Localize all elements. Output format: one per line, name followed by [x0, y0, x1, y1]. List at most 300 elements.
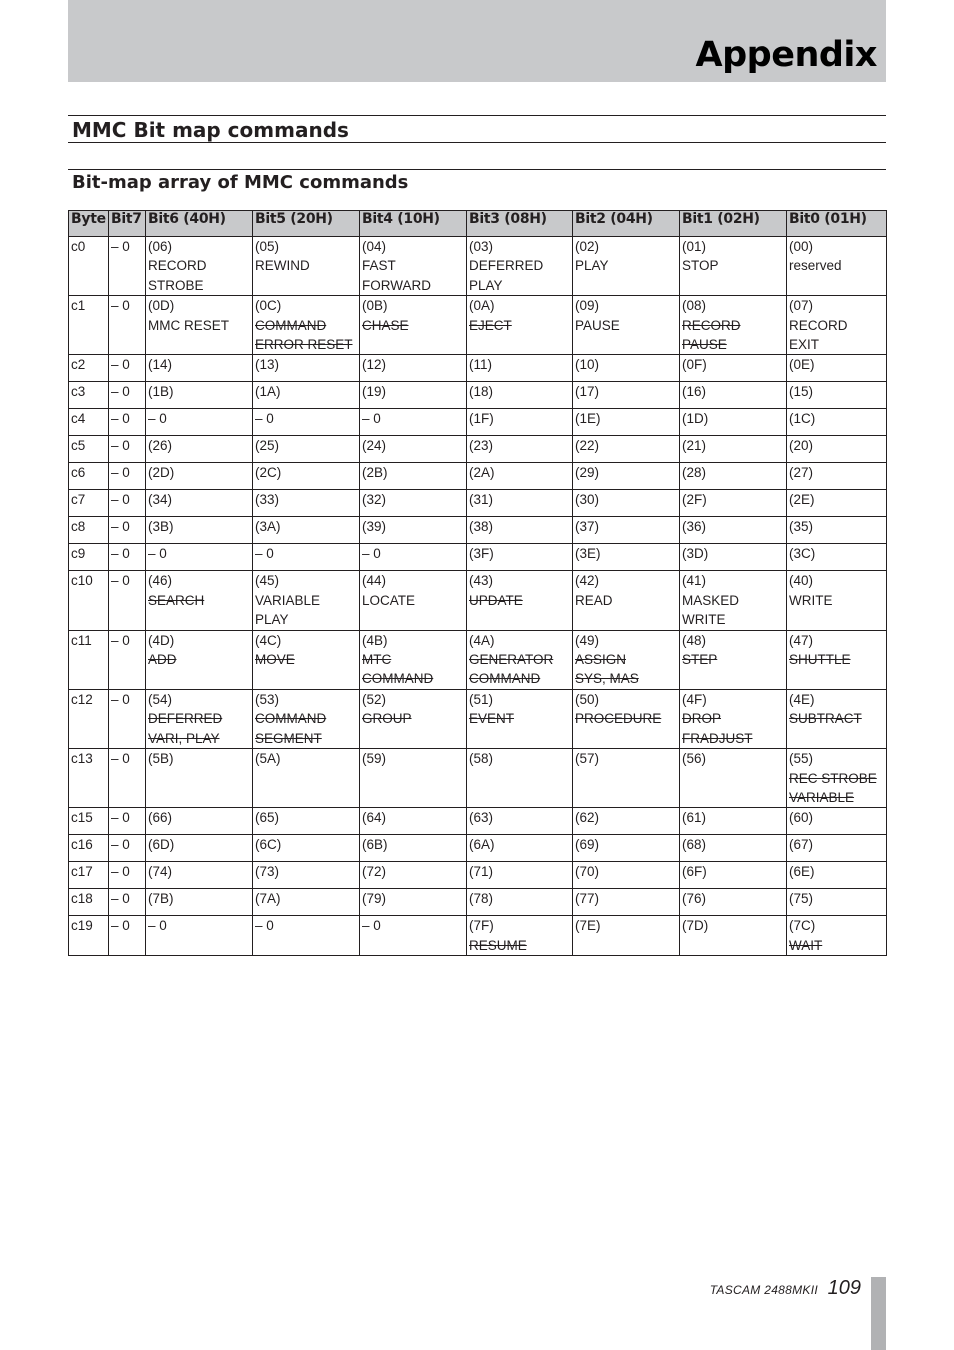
command-cell	[253, 689, 360, 748]
byte-cell: c13	[69, 749, 109, 808]
page-number: 109	[827, 1277, 861, 1299]
command-code: – 0	[111, 465, 130, 481]
command-cell	[146, 463, 253, 490]
command-name: MTC	[362, 652, 392, 668]
command-code: (6E)	[789, 864, 815, 880]
command-cell	[467, 749, 573, 808]
command-cell	[253, 463, 360, 490]
command-code: (29)	[575, 465, 600, 481]
command-cell	[253, 355, 360, 382]
command-code: (31)	[469, 492, 494, 508]
command-code: (54)	[148, 691, 173, 707]
command-cell	[680, 409, 787, 436]
command-code: – 0	[111, 298, 130, 314]
command-name: SYS, MAS	[575, 671, 639, 687]
column-header: Bit7	[109, 211, 146, 237]
column-header: Bit5 (20H)	[253, 211, 360, 237]
command-code: (3E)	[575, 546, 601, 562]
command-cell	[573, 916, 680, 956]
byte-cell: c18	[69, 889, 109, 916]
command-cell	[573, 749, 680, 808]
command-name: ERROR RESET	[255, 337, 353, 353]
command-code: (0D)	[148, 298, 175, 314]
command-cell	[573, 835, 680, 862]
command-code: (05)	[255, 239, 280, 254]
command-cell	[787, 436, 887, 463]
byte-cell: c2	[69, 355, 109, 382]
command-name: SEGMENT	[255, 730, 322, 746]
command-cell	[146, 544, 253, 571]
command-cell	[787, 689, 887, 748]
command-code: (19)	[362, 384, 387, 400]
command-cell	[787, 409, 887, 436]
command-name: DEFERRED	[148, 711, 223, 727]
byte-cell: c17	[69, 862, 109, 889]
command-code: (50)	[575, 691, 600, 707]
command-code: (02)	[575, 239, 600, 254]
command-code: (67)	[789, 837, 814, 853]
bit7-cell	[109, 689, 146, 748]
command-name: CHASE	[362, 317, 409, 333]
command-name: READ	[575, 592, 613, 608]
command-code: – 0	[111, 519, 130, 535]
command-code: (4B)	[362, 632, 388, 648]
command-code: (26)	[148, 438, 173, 454]
page-edge-tab	[871, 1277, 886, 1350]
bit7-cell	[109, 835, 146, 862]
table-row	[69, 517, 887, 544]
command-code: (20)	[789, 438, 814, 454]
command-code: (12)	[362, 357, 387, 373]
command-cell	[573, 490, 680, 517]
command-code: (44)	[362, 573, 387, 589]
command-code: (0F)	[682, 357, 707, 373]
command-code: (16)	[682, 384, 707, 400]
byte-cell: c6	[69, 463, 109, 490]
byte-cell: c7	[69, 490, 109, 517]
command-code: (17)	[575, 384, 600, 400]
command-name: DROP	[682, 711, 722, 727]
command-code: – 0	[111, 891, 130, 907]
table-row	[69, 630, 887, 689]
command-code: (77)	[575, 891, 600, 907]
bit7-cell	[109, 296, 146, 355]
command-cell	[146, 889, 253, 916]
command-name: SUBTRACT	[789, 711, 862, 727]
table-header-row	[69, 211, 887, 237]
command-code: (51)	[469, 691, 494, 707]
command-cell	[680, 544, 787, 571]
command-name: PLAY	[255, 612, 289, 628]
command-code: (70)	[575, 864, 600, 880]
command-name: SHUTTLE	[789, 652, 851, 668]
command-name: STROBE	[148, 277, 204, 293]
command-code: (36)	[682, 519, 707, 535]
command-name: FAST	[362, 258, 396, 274]
command-cell	[253, 808, 360, 835]
command-cell	[467, 808, 573, 835]
table-row	[69, 808, 887, 835]
command-cell	[787, 889, 887, 916]
command-name: STOP	[682, 258, 719, 274]
command-cell	[787, 296, 887, 355]
command-name: RECORD	[682, 317, 741, 333]
table-row	[69, 544, 887, 571]
command-cell	[680, 463, 787, 490]
command-code: (58)	[469, 751, 494, 767]
command-code: (7E)	[575, 918, 601, 934]
command-cell	[787, 749, 887, 808]
command-code: – 0	[111, 751, 130, 767]
command-code: (01)	[682, 239, 707, 254]
command-name: GROUP	[362, 711, 412, 727]
byte-cell: c11	[69, 630, 109, 689]
command-cell	[467, 571, 573, 630]
command-cell	[253, 571, 360, 630]
command-cell	[360, 382, 467, 409]
section-heading	[68, 115, 886, 143]
command-name: VARIABLE	[789, 789, 855, 805]
command-name: PLAY	[469, 277, 503, 293]
command-name: EXIT	[789, 337, 820, 353]
command-name: RECORD	[789, 317, 848, 333]
command-cell	[146, 862, 253, 889]
command-name: COMMAND	[255, 317, 327, 333]
command-cell	[253, 916, 360, 956]
command-cell	[787, 835, 887, 862]
command-name: EJECT	[469, 317, 512, 333]
command-code: – 0	[148, 411, 167, 427]
byte-cell: c8	[69, 517, 109, 544]
byte-cell: c10	[69, 571, 109, 630]
command-code: (42)	[575, 573, 600, 589]
command-code: – 0	[148, 546, 167, 562]
byte-cell: c16	[69, 835, 109, 862]
command-name: ASSIGN	[575, 652, 627, 668]
byte-cell: c19	[69, 916, 109, 956]
bit7-cell	[109, 749, 146, 808]
command-code: – 0	[111, 411, 130, 427]
command-cell	[787, 630, 887, 689]
command-name: COMMAND	[469, 671, 541, 687]
command-cell	[573, 409, 680, 436]
command-cell	[573, 889, 680, 916]
command-cell	[146, 808, 253, 835]
command-code: – 0	[111, 837, 130, 853]
command-cell	[680, 835, 787, 862]
column-header: Bit4 (10H)	[360, 211, 467, 237]
command-code: (3A)	[255, 519, 281, 535]
command-code: – 0	[362, 411, 381, 427]
table-body	[69, 237, 887, 956]
command-code: (06)	[148, 239, 173, 254]
command-name: VARI, PLAY	[148, 730, 220, 746]
command-code: (39)	[362, 519, 387, 535]
command-cell	[573, 571, 680, 630]
command-cell	[146, 436, 253, 463]
command-cell	[680, 490, 787, 517]
command-code: (22)	[575, 438, 600, 454]
command-cell	[360, 571, 467, 630]
command-cell	[360, 490, 467, 517]
command-code: (7B)	[148, 891, 174, 907]
command-code: (40)	[789, 573, 814, 589]
subsection-title: Bit-map array of MMC commands	[72, 172, 409, 193]
command-cell	[146, 916, 253, 956]
bit7-cell	[109, 630, 146, 689]
command-code: (6D)	[148, 837, 175, 853]
column-header: Bit3 (08H)	[467, 211, 573, 237]
command-code: (56)	[682, 751, 707, 767]
bit7-cell	[109, 436, 146, 463]
command-code: (71)	[469, 864, 494, 880]
command-name: REWIND	[255, 258, 310, 274]
command-cell	[360, 355, 467, 382]
command-code: – 0	[362, 918, 381, 934]
command-code: (1B)	[148, 384, 174, 400]
command-cell	[360, 889, 467, 916]
command-cell	[680, 382, 787, 409]
command-code: – 0	[111, 573, 130, 589]
column-header: Bit0 (01H)	[787, 211, 887, 237]
command-code: (38)	[469, 519, 494, 535]
byte-cell: c1	[69, 296, 109, 355]
command-code: (5B)	[148, 751, 174, 767]
command-cell	[467, 382, 573, 409]
command-cell	[680, 808, 787, 835]
table-row	[69, 237, 887, 296]
command-cell	[680, 571, 787, 630]
command-name: DEFERRED	[469, 258, 544, 274]
command-code: (08)	[682, 298, 707, 314]
command-code: – 0	[362, 546, 381, 562]
command-cell	[787, 463, 887, 490]
command-code: – 0	[255, 546, 274, 562]
command-name: SEARCH	[148, 592, 205, 608]
command-cell	[787, 355, 887, 382]
command-cell	[467, 517, 573, 544]
command-name: reserved	[789, 258, 842, 274]
command-code: (48)	[682, 632, 707, 648]
command-cell	[467, 835, 573, 862]
command-cell	[146, 490, 253, 517]
bit7-cell	[109, 463, 146, 490]
command-name: EVENT	[469, 711, 515, 727]
command-cell	[360, 916, 467, 956]
command-cell	[253, 436, 360, 463]
command-code: (28)	[682, 465, 707, 481]
command-name: LOCATE	[362, 592, 416, 608]
command-cell	[680, 237, 787, 296]
command-cell	[680, 749, 787, 808]
command-code: – 0	[255, 411, 274, 427]
byte-cell: c0	[69, 237, 109, 296]
command-code: – 0	[111, 918, 130, 934]
bit7-cell	[109, 544, 146, 571]
bit7-cell	[109, 490, 146, 517]
command-cell	[360, 544, 467, 571]
command-code: (4A)	[469, 632, 495, 648]
command-code: – 0	[111, 864, 130, 880]
command-cell	[573, 436, 680, 463]
command-cell	[787, 808, 887, 835]
command-code: (6B)	[362, 837, 388, 853]
command-name: VARIABLE	[255, 592, 321, 608]
command-code: (7A)	[255, 891, 281, 907]
command-code: (13)	[255, 357, 280, 373]
command-name: PLAY	[575, 258, 609, 274]
command-cell	[787, 862, 887, 889]
command-cell	[467, 916, 573, 956]
command-name: FORWARD	[362, 277, 431, 293]
table-row	[69, 571, 887, 630]
command-cell	[787, 571, 887, 630]
command-code: (34)	[148, 492, 173, 508]
command-cell	[467, 237, 573, 296]
command-cell	[467, 889, 573, 916]
command-code: (2B)	[362, 465, 388, 481]
command-cell	[253, 862, 360, 889]
command-code: (69)	[575, 837, 600, 853]
command-code: (14)	[148, 357, 173, 373]
command-cell	[360, 296, 467, 355]
command-cell	[787, 544, 887, 571]
command-code: (47)	[789, 632, 814, 648]
footer-brand: TASCAM 2488MKII	[709, 1283, 818, 1297]
command-code: (5A)	[255, 751, 281, 767]
command-code: (2A)	[469, 465, 495, 481]
header-bar	[68, 0, 886, 82]
command-code: (0C)	[255, 298, 282, 314]
command-cell	[146, 630, 253, 689]
byte-cell: c5	[69, 436, 109, 463]
command-code: – 0	[111, 810, 130, 826]
command-code: (63)	[469, 810, 494, 826]
command-name: FRADJUST	[682, 730, 753, 746]
command-code: (30)	[575, 492, 600, 508]
command-cell	[467, 355, 573, 382]
command-code: – 0	[255, 918, 274, 934]
command-cell	[573, 463, 680, 490]
command-code: (68)	[682, 837, 707, 853]
bit7-cell	[109, 409, 146, 436]
command-code: (62)	[575, 810, 600, 826]
command-cell	[467, 463, 573, 490]
command-cell	[573, 808, 680, 835]
table-row	[69, 916, 887, 956]
command-code: (7D)	[682, 918, 709, 934]
table-row	[69, 382, 887, 409]
command-code: (2C)	[255, 465, 282, 481]
command-cell	[253, 889, 360, 916]
command-code: (41)	[682, 573, 707, 589]
column-header: Bit1 (02H)	[680, 211, 787, 237]
command-code: (23)	[469, 438, 494, 454]
command-cell	[573, 237, 680, 296]
table-row	[69, 835, 887, 862]
command-name: REC STROBE	[789, 770, 877, 786]
command-code: – 0	[111, 438, 130, 454]
command-name: COMMAND	[255, 711, 327, 727]
command-name: WRITE	[789, 592, 833, 608]
command-code: (09)	[575, 298, 600, 314]
command-cell	[467, 409, 573, 436]
command-code: (53)	[255, 691, 280, 707]
column-header: Bit2 (04H)	[573, 211, 680, 237]
command-code: (57)	[575, 751, 600, 767]
command-code: (03)	[469, 239, 494, 254]
command-cell	[680, 296, 787, 355]
command-code: (6F)	[682, 864, 707, 880]
command-code: (3F)	[469, 546, 494, 562]
command-cell	[146, 355, 253, 382]
command-name: STEP	[682, 652, 718, 668]
command-code: (7F)	[469, 918, 494, 934]
command-cell	[573, 862, 680, 889]
command-code: (15)	[789, 384, 814, 400]
command-cell	[360, 835, 467, 862]
command-cell	[253, 517, 360, 544]
command-cell	[253, 749, 360, 808]
command-name: MOVE	[255, 652, 295, 668]
command-name: PAUSE	[575, 317, 620, 333]
bitmap-table	[68, 210, 887, 956]
command-cell	[573, 689, 680, 748]
command-cell	[467, 689, 573, 748]
command-name: RESUME	[469, 937, 527, 953]
command-code: (76)	[682, 891, 707, 907]
command-cell	[253, 835, 360, 862]
command-cell	[787, 916, 887, 956]
command-code: (74)	[148, 864, 173, 880]
command-cell	[253, 296, 360, 355]
command-cell	[360, 689, 467, 748]
command-code: (7C)	[789, 918, 816, 934]
byte-cell: c12	[69, 689, 109, 748]
command-cell	[573, 630, 680, 689]
command-code: (1D)	[682, 411, 709, 427]
byte-cell: c9	[69, 544, 109, 571]
command-cell	[253, 544, 360, 571]
command-name: GENERATOR	[469, 652, 554, 668]
command-code: (10)	[575, 357, 600, 373]
command-code: (1F)	[469, 411, 494, 427]
command-name: COMMAND	[362, 671, 434, 687]
table-row	[69, 296, 887, 355]
command-code: – 0	[111, 546, 130, 562]
command-code: (59)	[362, 751, 387, 767]
command-code: (49)	[575, 632, 600, 648]
command-code: (33)	[255, 492, 280, 508]
command-cell	[573, 296, 680, 355]
command-cell	[360, 517, 467, 544]
command-cell	[253, 630, 360, 689]
command-code: (66)	[148, 810, 173, 826]
command-code: (4F)	[682, 691, 707, 707]
command-cell	[680, 517, 787, 544]
command-code: (1C)	[789, 411, 816, 427]
table-row	[69, 355, 887, 382]
command-code: (45)	[255, 573, 280, 589]
command-name: WRITE	[682, 612, 726, 628]
command-code: (00)	[789, 239, 814, 254]
command-cell	[680, 889, 787, 916]
byte-cell: c15	[69, 808, 109, 835]
bit7-cell	[109, 382, 146, 409]
command-cell	[146, 409, 253, 436]
command-name: ADD	[148, 652, 177, 668]
command-code: (18)	[469, 384, 494, 400]
